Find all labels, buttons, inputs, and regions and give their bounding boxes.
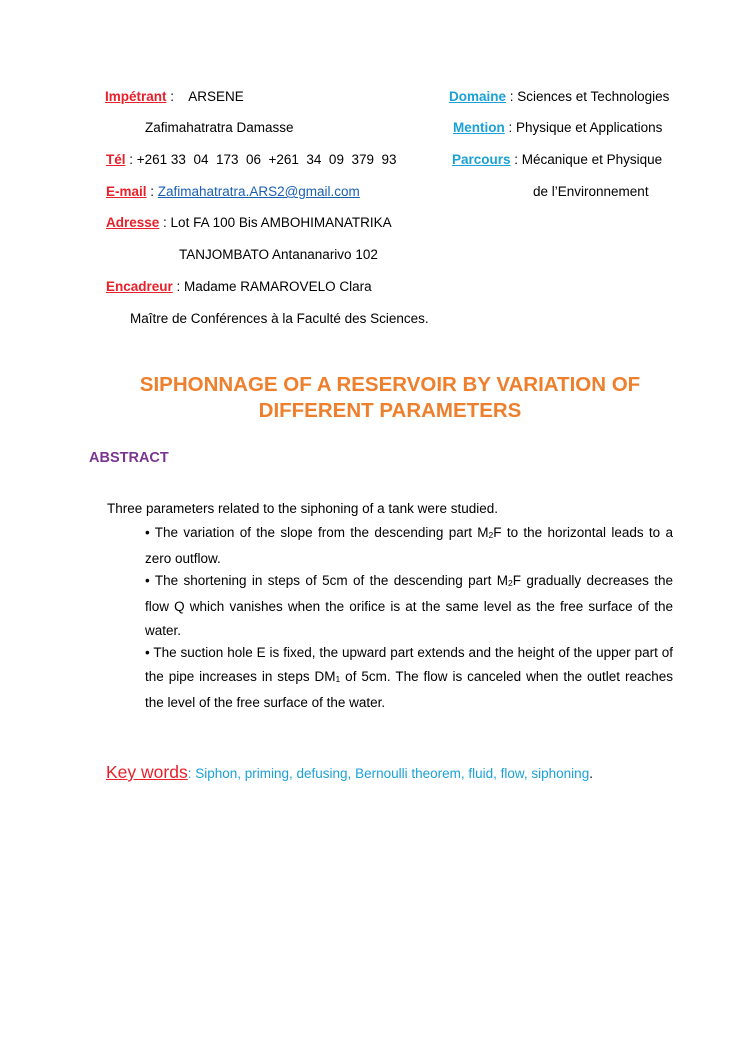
title-line-1: SIPHONNAGE OF A RESERVOIR BY VARIATION OF [139, 373, 641, 396]
abstract-bullet-2 [145, 569, 673, 643]
domaine-value: : Sciences et Technologies [506, 89, 670, 104]
bullet-3-subscript: 1 [335, 674, 341, 684]
keywords-text: Siphon, priming, defusing, Bernoulli theorem, fluid, flow, siphoning [195, 766, 590, 781]
impetrant-line [105, 89, 244, 104]
title-line-2: DIFFERENT PARAMETERS [258, 399, 522, 422]
impetrant-label: Impétrant [105, 89, 167, 104]
tel-value: : +261 33 04 173 06 +261 34 09 379 93 [125, 152, 397, 167]
email-link[interactable]: Zafimahatratra.ARS2@gmail.com [157, 184, 360, 199]
tel-line [106, 152, 397, 167]
impetrant-name: ARSENE [188, 89, 244, 104]
mention-value: : Physique et Applications [504, 120, 663, 135]
keywords-line [106, 762, 593, 783]
impetrant-name-continued: Zafimahatratra Damasse [145, 120, 294, 135]
keywords-end: . [589, 766, 593, 781]
bullet-3-text-end: of 5cm. The flow is canceled when the outlet reaches the level of the free surface of the water. [145, 669, 674, 710]
encadreur-line [106, 279, 372, 294]
paper-title [90, 372, 690, 424]
email-line [106, 184, 360, 199]
encadreur-title: Maître de Conférences à la Faculté des Sciences. [130, 311, 429, 326]
email-label: E-mail [106, 184, 147, 199]
bullet-3-text-start: • The suction hole E is fixed, the upward part extends and the height of the upper part of the pipe increases in steps DM [145, 645, 673, 684]
parcours-value: : Mécanique et Physique [510, 152, 663, 167]
tel-label: Tél [106, 152, 126, 167]
parcours-continued: de l’Environnement [533, 184, 649, 199]
parcours-label: Parcours [452, 152, 511, 167]
email-separator: : [146, 184, 158, 199]
encadreur-label: Encadreur [106, 279, 173, 294]
keywords-label: Key words [106, 762, 188, 782]
adresse-continued: TANJOMBATO Antananarivo 102 [179, 247, 378, 262]
bullet-1-text-start: • The variation of the slope from the descending part M [145, 525, 489, 540]
domaine-label: Domaine [449, 89, 507, 104]
adresse-label: Adresse [106, 215, 160, 230]
impetrant-separator: : [166, 89, 189, 104]
bullet-2-text-end: F gradually decreases the flow Q which vanishes when the orifice is at the same level as the free surface of the water. [145, 573, 673, 638]
bullet-1-text-end: F to the horizontal leads to a zero outflow. [145, 525, 673, 566]
keywords-colon: : [187, 766, 196, 781]
abstract-bullet-3 [145, 641, 673, 715]
mention-label: Mention [453, 120, 505, 135]
bullet-2-subscript: 2 [508, 578, 513, 588]
mention-line [453, 120, 662, 135]
abstract-intro: Three parameters related to the siphoning of a tank were studied. [107, 501, 498, 516]
parcours-line [452, 152, 662, 167]
bullet-2-text-start: • The shortening in steps of 5cm of the descending part M [145, 573, 509, 588]
encadreur-value: : Madame RAMAROVELO Clara [172, 279, 372, 294]
adresse-value: : Lot FA 100 Bis AMBOHIMANATRIKA [159, 215, 392, 230]
bullet-1-subscript: 2 [488, 530, 494, 540]
abstract-heading: ABSTRACT [89, 450, 169, 466]
domaine-line [449, 89, 669, 104]
adresse-line [106, 215, 392, 230]
abstract-bullet-1 [145, 521, 673, 571]
